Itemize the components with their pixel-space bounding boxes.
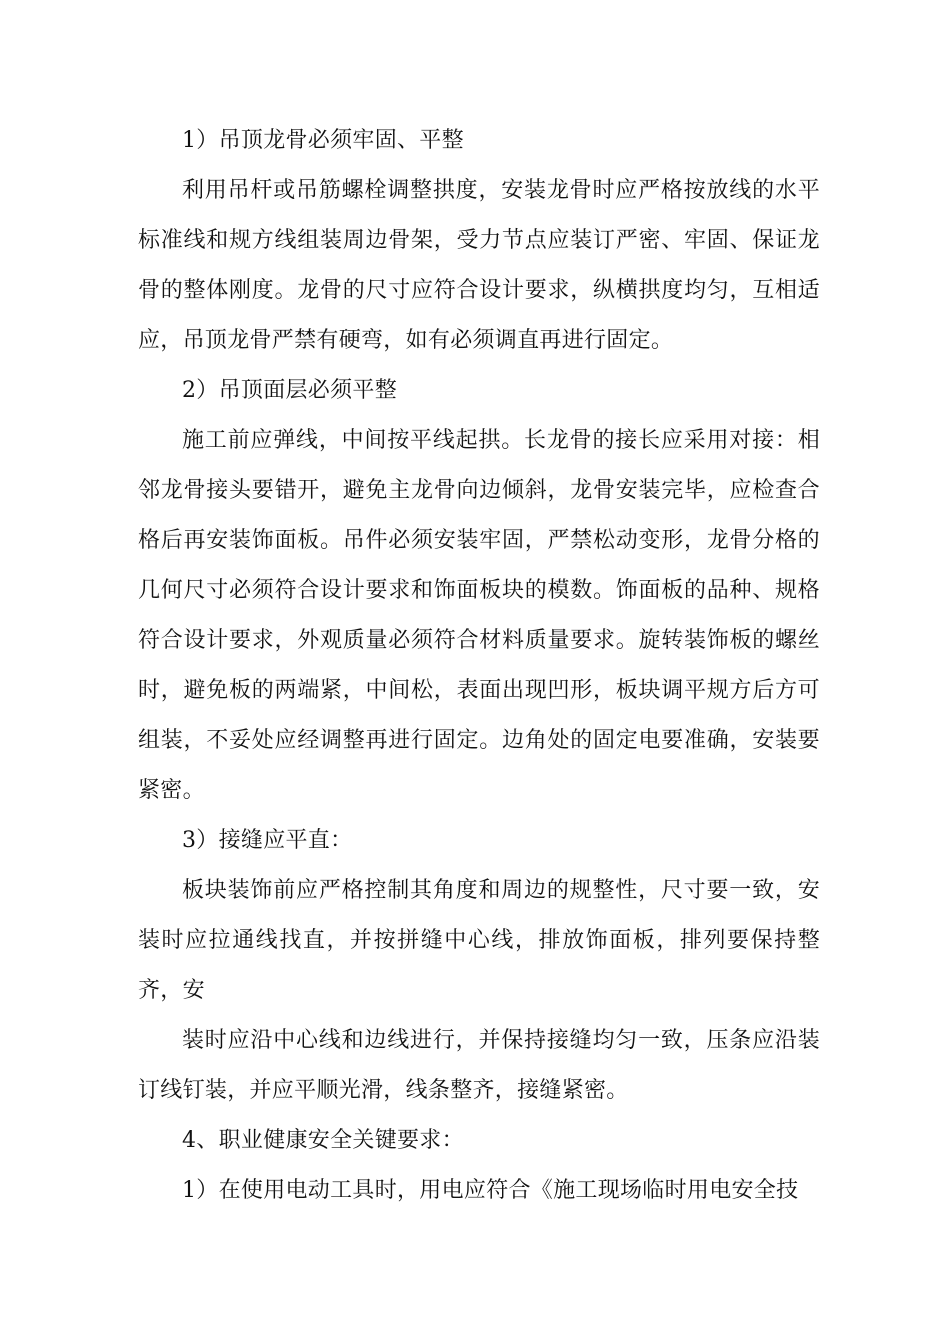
paragraph-5: 1）在使用电动工具时，用电应符合《施工现场临时用电安全技 — [182, 1178, 799, 1203]
section-heading-1: 1）吊顶龙骨必须牢固、平整 — [182, 128, 464, 153]
section-heading-2: 2）吊顶面层必须平整 — [182, 378, 397, 403]
paragraph-4: 装时应沿中心线和边线进行，并保持接缝均匀一致，压条应沿装订线钉装，并应平顺光滑，线条整齐，接缝紧密。 — [138, 1028, 820, 1103]
section-heading-3: 3）接缝应平直： — [182, 828, 353, 853]
paragraph-2: 施工前应弹线，中间按平线起拱。长龙骨的接长应采用对接：相邻龙骨接头要错开，避免主龙骨向边倾斜，龙骨安装完毕，应检查合格后再安装饰面板。吊件必须安装牢固，严禁松动变形，龙骨分格的几何尺寸必须符合设计要求和饰面板块的模数。饰面板的品种、规格符合设计要求，外观质量必须符合材料质量要求。旋转装饰板的螺丝时，避免板的两端紧，中间松，表面出现凹形，板块调平规方后方可组装，不妥处应经调整再进行固定。边角处的固定电要准确，安装要紧密。 — [138, 428, 820, 803]
section-heading-4: 4、职业健康安全关键要求： — [182, 1128, 464, 1153]
paragraph-1: 利用吊杆或吊筋螺栓调整拱度，安装龙骨时应严格按放线的水平标准线和规方线组装周边骨架，受力节点应装订严密、牢固、保证龙骨的整体刚度。龙骨的尺寸应符合设计要求，纵横拱度均匀，互相适应，吊顶龙骨严禁有硬弯，如有必须调直再进行固定。 — [138, 178, 820, 353]
paragraph-3: 板块装饰前应严格控制其角度和周边的规整性，尺寸要一致，安装时应拉通线找直，并按拼缝中心线，排放饰面板，排列要保持整齐，安 — [138, 878, 820, 1003]
